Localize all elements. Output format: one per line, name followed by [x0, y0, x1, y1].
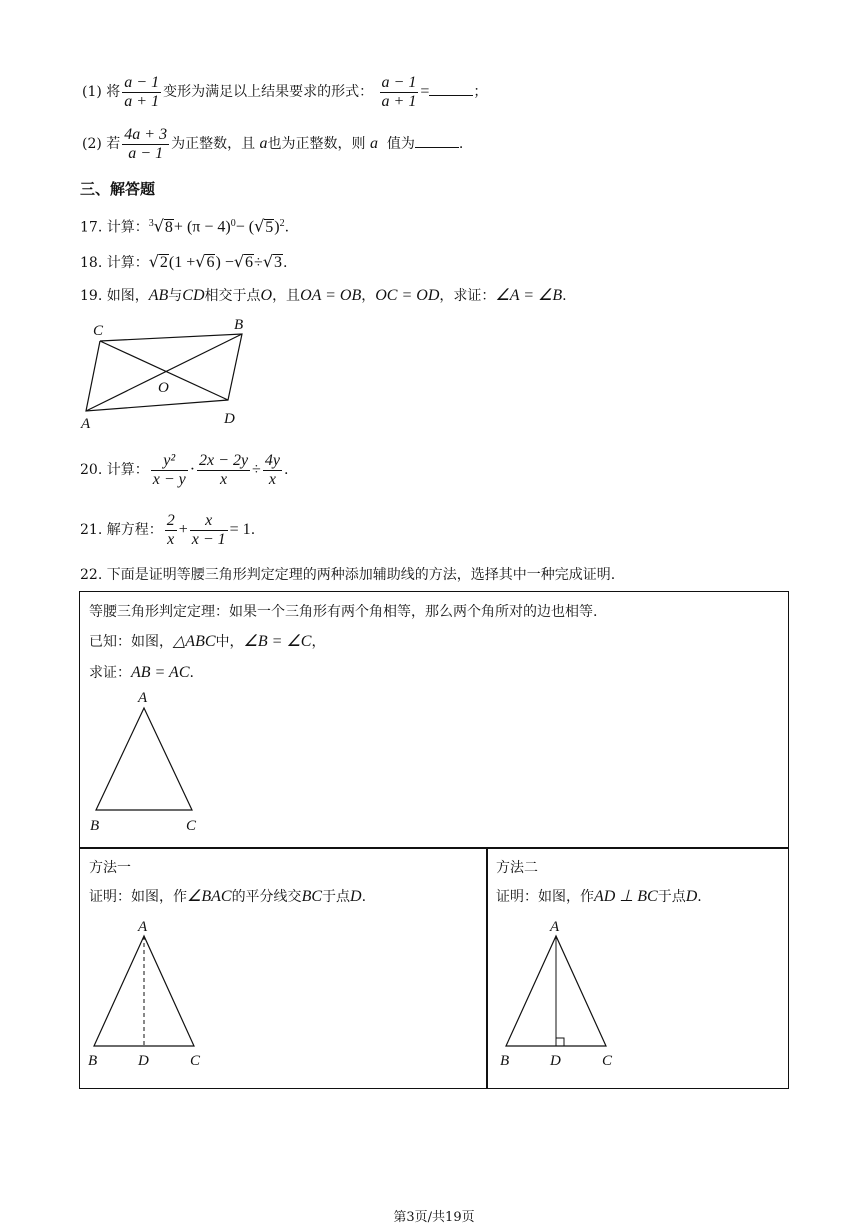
label-c: C	[186, 818, 197, 834]
label-c: C	[602, 1053, 613, 1069]
fraction: $\frac{a - 1}{a + 1}$	[381, 73, 417, 110]
label-d: D	[138, 1053, 149, 1069]
q16-part2: (2) 若 $\frac{4a + 3}{a - 1}$ 为正整数，且 a也为正整数，则 a 值为 .	[82, 125, 464, 162]
q16-part1: (1) 将 $\frac{a - 1}{a + 1}$ 变形为满足以上结果要求的形式： $\frac{a - 1}{a + 1}$ = ；	[82, 73, 488, 110]
method-two-figure	[494, 914, 624, 1074]
question-22: 22. 下面是证明等腰三角形判定定理的两种添加辅助线的方法，选择其中一种完成证明.	[80, 567, 616, 583]
section-heading: 三、解答题	[80, 180, 156, 198]
prove-text: 求证：AB = AC.	[89, 664, 194, 681]
method-one-title: 方法一	[89, 860, 131, 876]
label-b: B	[90, 818, 100, 834]
known-text: 已知：如图，△ABC中，∠B = ∠C，	[89, 633, 326, 650]
method-one-text: 证明：如图，作∠BAC的平分线交BC于点D.	[89, 888, 367, 905]
part-number: (2)	[82, 136, 102, 152]
label-a: A	[138, 690, 148, 706]
label-c: C	[190, 1053, 201, 1069]
page-footer: 第3页/共19页	[393, 1210, 475, 1225]
label-b: B	[500, 1053, 510, 1069]
question-18: 18. 计算：√2(1 +√6) −√6÷√3.	[80, 252, 288, 271]
q19-figure	[78, 314, 268, 434]
question-20: 20. 计算： $\frac{\text{y²}}{x - y}$ · $\frac{2x - 2y}{x}$ ÷ $\frac{4y}{x}$ .	[80, 451, 289, 488]
theorem-triangle-figure	[86, 686, 216, 836]
label-a: A	[81, 416, 91, 432]
label-b: B	[88, 1053, 98, 1069]
label-c: C	[93, 323, 104, 339]
question-21: 21. 解方程： $\frac{2}{x}$ + $\frac{x}{x - 1}$ = 1.	[80, 511, 256, 548]
fraction: $\frac{a - 1}{a + 1}$	[124, 73, 160, 110]
label-a: A	[138, 919, 148, 935]
method-two-title: 方法二	[496, 860, 538, 876]
fraction: $\frac{4a + 3}{a - 1}$	[124, 125, 168, 162]
answer-blank	[429, 81, 473, 96]
label-d: D	[550, 1053, 561, 1069]
theorem-text: 等腰三角形判定定理：如果一个三角形有两个角相等，那么两个角所对的边也相等.	[89, 604, 598, 620]
part-number: (1)	[82, 84, 102, 100]
answer-blank	[415, 133, 459, 148]
label-a: A	[550, 919, 560, 935]
right-angle-mark	[556, 1038, 564, 1046]
label-o: O	[158, 380, 169, 396]
label-d: D	[224, 411, 235, 427]
label-b: B	[234, 317, 244, 333]
method-two-text: 证明：如图，作AD ⊥ BC于点D.	[496, 888, 702, 905]
method-one-figure	[84, 914, 214, 1074]
question-17: 17. 计算：$^3√8+ (\pi - 4)^0- (√5)^2$.	[80, 216, 290, 236]
question-19: 19. 如图，AB与CD相交于点O，且OA = OB，OC = OD，求证：∠A = ∠B.	[80, 287, 567, 304]
